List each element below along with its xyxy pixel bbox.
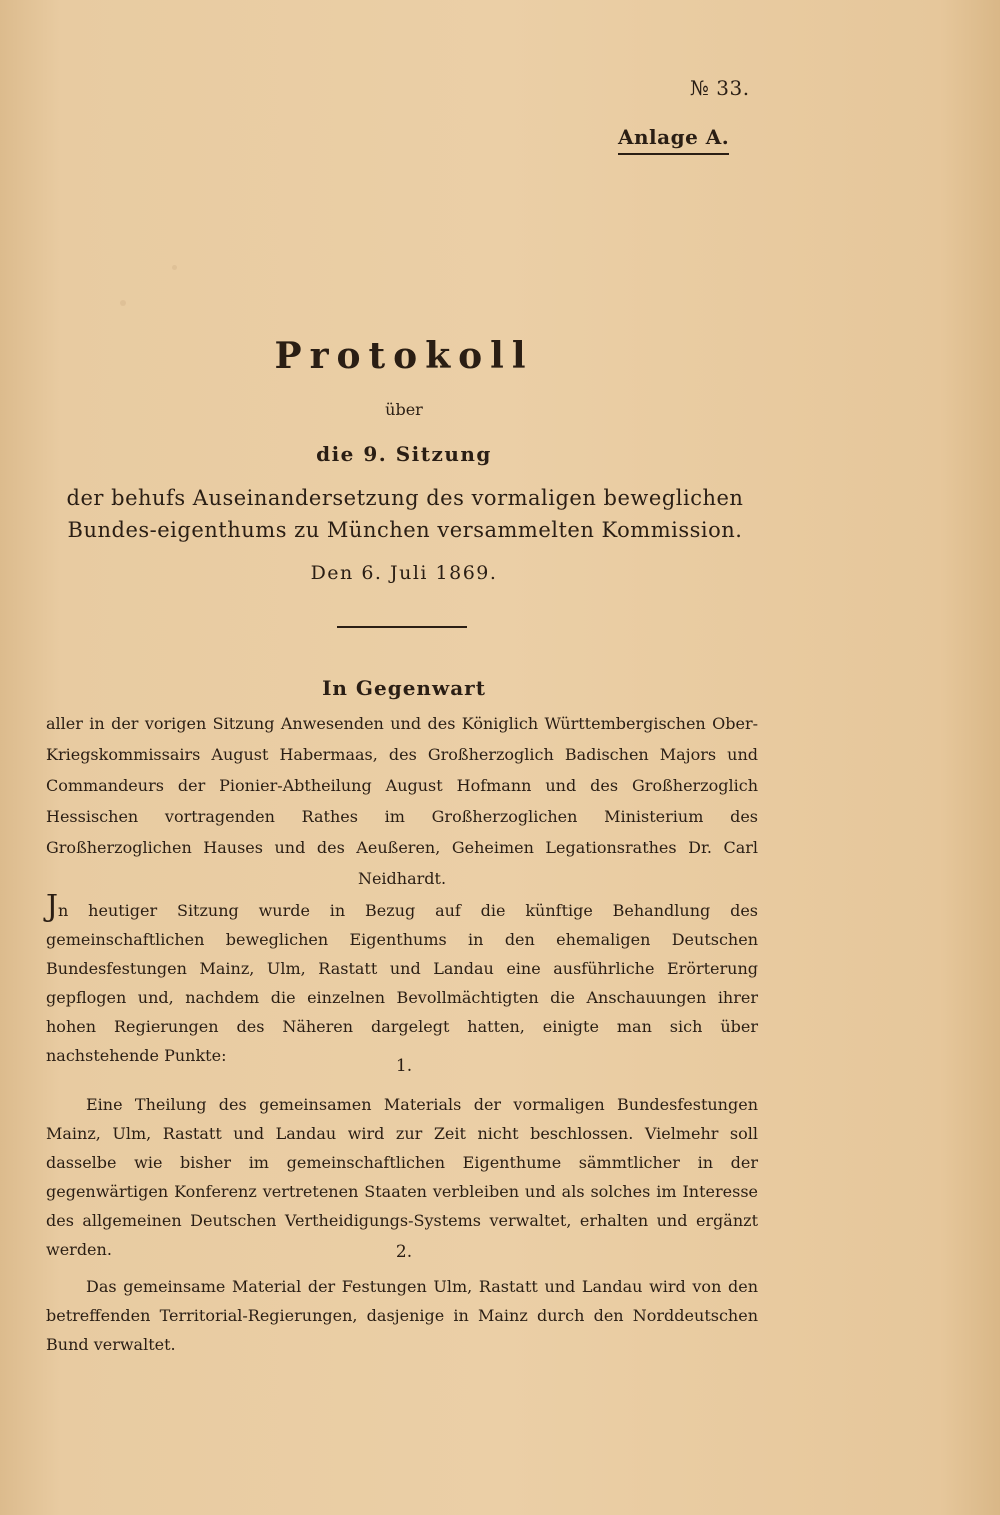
drop-initial: J [46,889,59,924]
intro-text: n heutiger Sitzung wurde in Bezug auf die künftige Behandlung des gemeinschaftlichen beweglichen Eigenthums in den ehemaligen Deutschen Bundesfestungen Mainz, Ulm, Rastatt und Landau eine ausführliche Erörterung gepflogen und, nachdem die einzelnen Bevollmächtigten die Anschauungen ihrer hohen Regierungen des Näheren dargelegt hatten, einigte man sich über nachstehende Punkte: [46,901,758,1065]
document-title: Protokoll [274,335,534,377]
section-text: Das gemeinsame Material der Festungen Ulm, Rastatt und Landau wird von den betreffenden Territorial-Regierungen, dasjenige in Mainz durch den Norddeutschen Bund verwaltet. [46,1277,758,1354]
section-divider [337,626,467,628]
session-label: die 9. Sitzung [316,442,492,466]
section-number: 2. [395,1242,413,1262]
document-date: Den 6. Juli 1869. [310,562,498,584]
commission-subject: der behufs Auseinandersetzung des vormaligen beweglichen Bundes-eigenthums zu München versammelten Kommission. [66,486,744,542]
intro-paragraph [46,889,758,1070]
section-text: Eine Theilung des gemeinsamen Materials der vormaligen Bundesfestungen Mainz, Ulm, Rastatt und Landau wird zur Zeit nicht beschlossen. Vielmehr soll dasselbe wie bisher im gemeinschaftlichen Eigenthume sämmtlicher in der gegenwärtigen Konferenz vertretenen Staaten verbleiben und als solches im Interesse des allgemeinen Deutschen Vertheidigungs-Systems verwaltet, erhalten und ergänzt werden. [46,1095,758,1259]
paper-stain [172,265,177,270]
attendees-paragraph: aller in der vorigen Sitzung Anwesenden und des Königlich Württembergischen Ober-Kriegskommissairs August Habermaas, des Großherzoglich Badischen Majors und Commandeurs der Pionier-Abtheilung August Hofmann und des Großherzoglich Hessischen vortragenden Rathes im Großherzoglichen Ministerium des Großherzoglichen Hauses und des Aeußeren, Geheimen Legationsrathes Dr. Carl Neidhardt. [46,714,758,888]
page-number: № 33. [690,76,750,100]
presence-heading: In Gegenwart [322,676,486,700]
section-number: 1. [395,1056,413,1076]
annex-label: Anlage A. [618,125,729,155]
title-about: über [385,400,423,419]
paper-stain [120,300,126,306]
